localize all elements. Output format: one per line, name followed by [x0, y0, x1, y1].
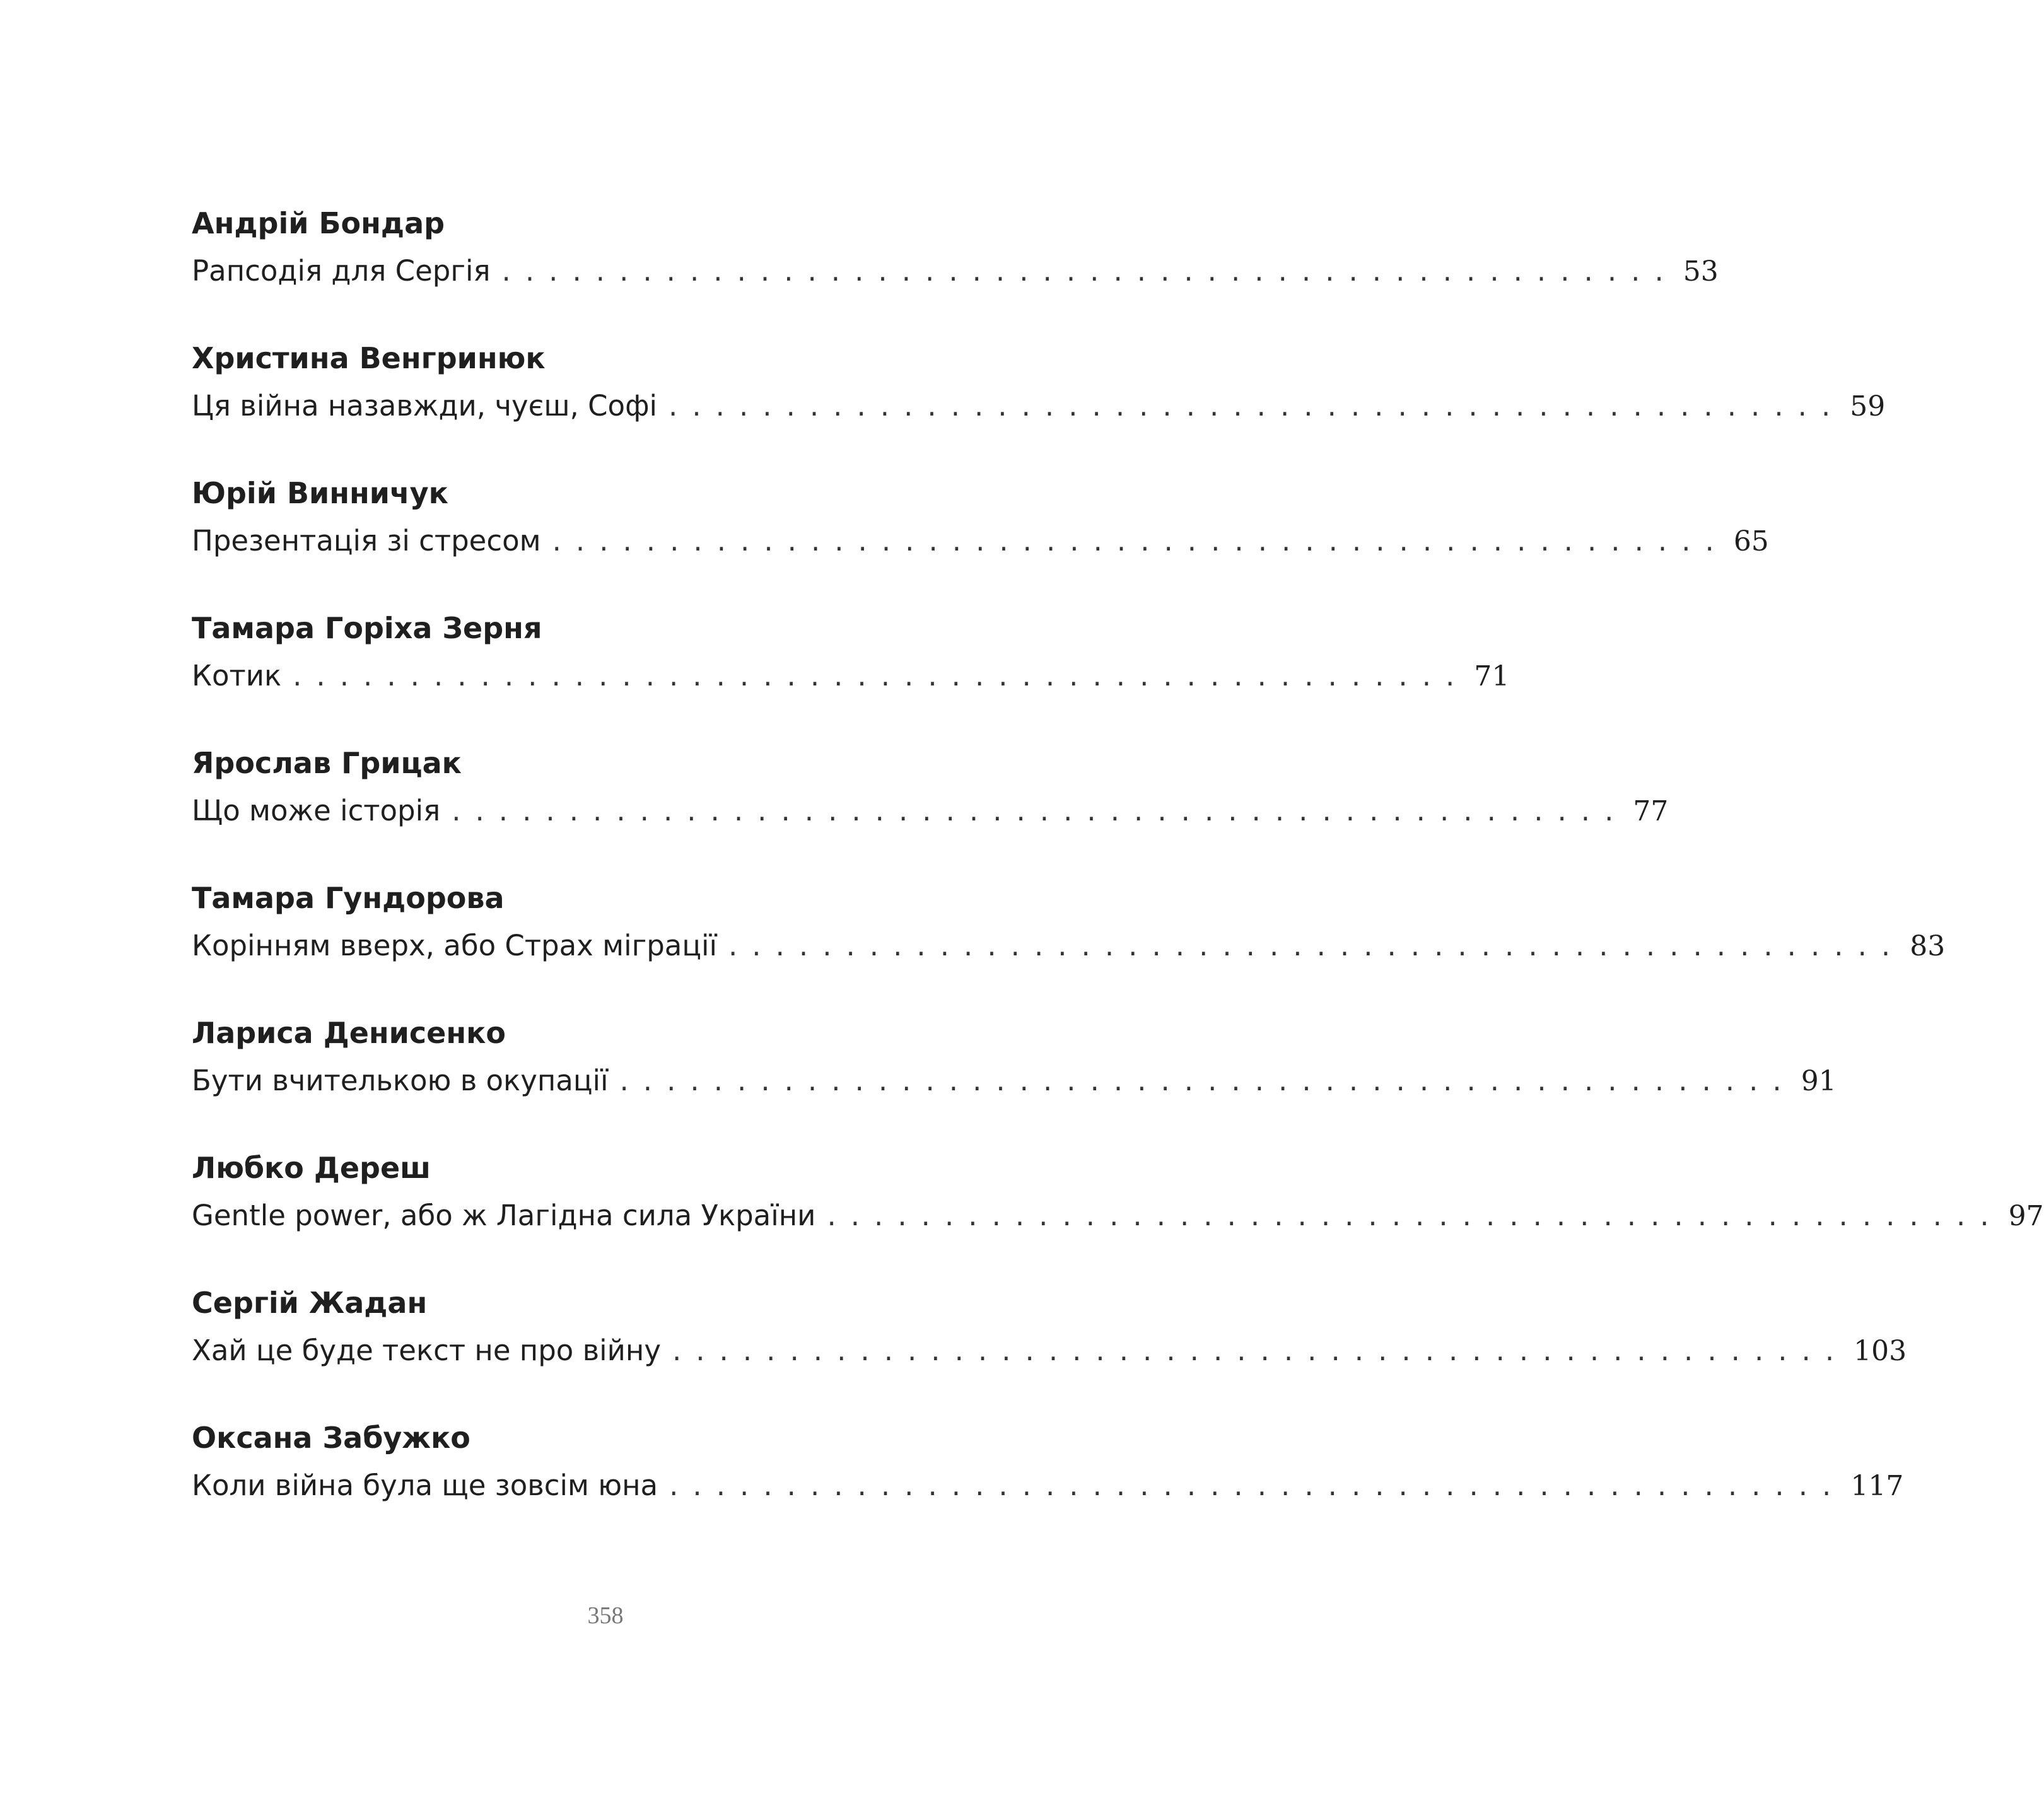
toc-entry	[192, 875, 1946, 1010]
toc-author: Сергій Жадан	[192, 1286, 428, 1320]
toc-title: Ця війна назавжди, чуєш, Софі	[192, 389, 658, 423]
toc-author: Андрій Бондар	[192, 206, 445, 240]
toc-author: Ярослав Грицак	[192, 746, 462, 780]
toc-author: Юрій Винничук	[192, 476, 448, 510]
toc-page-number: 103	[1854, 1335, 1907, 1367]
dot-leader: ..................................................	[619, 1064, 1796, 1097]
toc-entry	[192, 1010, 1837, 1145]
toc-page-number: 91	[1801, 1065, 1837, 1097]
toc-title: Коли війна була ще зовсім юна	[192, 1469, 658, 1502]
toc-page-number: 83	[1910, 930, 1946, 962]
toc-author: Лариса Денисенко	[192, 1016, 506, 1050]
toc-line[interactable]	[192, 1463, 1904, 1508]
toc-author: Тамара Горіха Зерня	[192, 611, 542, 645]
table-of-contents	[192, 201, 2044, 1550]
toc-page-number: 53	[1683, 255, 1719, 288]
toc-entry	[192, 335, 1886, 470]
toc-title: Хай це буде текст не про війну	[192, 1334, 661, 1367]
toc-author: Тамара Гундорова	[192, 881, 505, 915]
toc-entry	[192, 1415, 1904, 1550]
toc-title: Gentle power, або ж Лагідна сила України	[192, 1199, 816, 1232]
toc-title: Котик	[192, 659, 282, 692]
toc-line[interactable]	[192, 653, 1510, 699]
toc-line[interactable]	[192, 383, 1886, 429]
toc-title: Бути вчителькою в окупації	[192, 1064, 609, 1097]
toc-author: Христина Венгринюк	[192, 341, 546, 375]
dot-leader: ..................................................	[293, 659, 1469, 692]
dot-leader: ..................................................	[827, 1199, 2004, 1232]
toc-title: Що може історія	[192, 794, 441, 827]
dot-leader: ..................................................	[728, 929, 1905, 962]
toc-page-number: 65	[1733, 525, 1769, 557]
toc-line[interactable]	[192, 1058, 1837, 1104]
toc-line[interactable]	[192, 923, 1946, 969]
toc-author: Любко Дереш	[192, 1151, 431, 1185]
toc-title: Корінням вверх, або Страх міграції	[192, 929, 717, 962]
toc-line[interactable]	[192, 518, 1769, 564]
toc-author: Оксана Забужко	[192, 1421, 470, 1455]
toc-line[interactable]	[192, 1328, 1907, 1373]
toc-page-number: 59	[1850, 390, 1886, 423]
dot-leader: ..................................................	[672, 1334, 1849, 1367]
toc-line[interactable]	[192, 1193, 2044, 1239]
toc-title: Презентація зі стресом	[192, 524, 541, 557]
toc-page-number: 77	[1633, 795, 1669, 827]
toc-line[interactable]	[192, 248, 1719, 294]
toc-entry	[192, 1145, 2044, 1280]
toc-title: Рапсодія для Сергія	[192, 254, 491, 288]
toc-entry	[192, 1280, 1907, 1415]
toc-entry	[192, 201, 1719, 335]
page-number-folio: 358	[587, 1602, 624, 1629]
dot-leader: ..................................................	[501, 254, 1678, 288]
dot-leader: ..................................................	[669, 1469, 1846, 1502]
toc-page-number: 117	[1850, 1470, 1904, 1502]
toc-entry	[192, 605, 1510, 740]
toc-page-number: 71	[1474, 660, 1510, 692]
toc-entry	[192, 740, 1669, 875]
toc-line[interactable]	[192, 788, 1669, 834]
dot-leader: ..................................................	[452, 794, 1628, 827]
toc-page-number: 97	[2008, 1200, 2044, 1232]
dot-leader: ..................................................	[552, 524, 1729, 557]
toc-entry	[192, 470, 1769, 605]
dot-leader: ..................................................	[669, 389, 1845, 423]
